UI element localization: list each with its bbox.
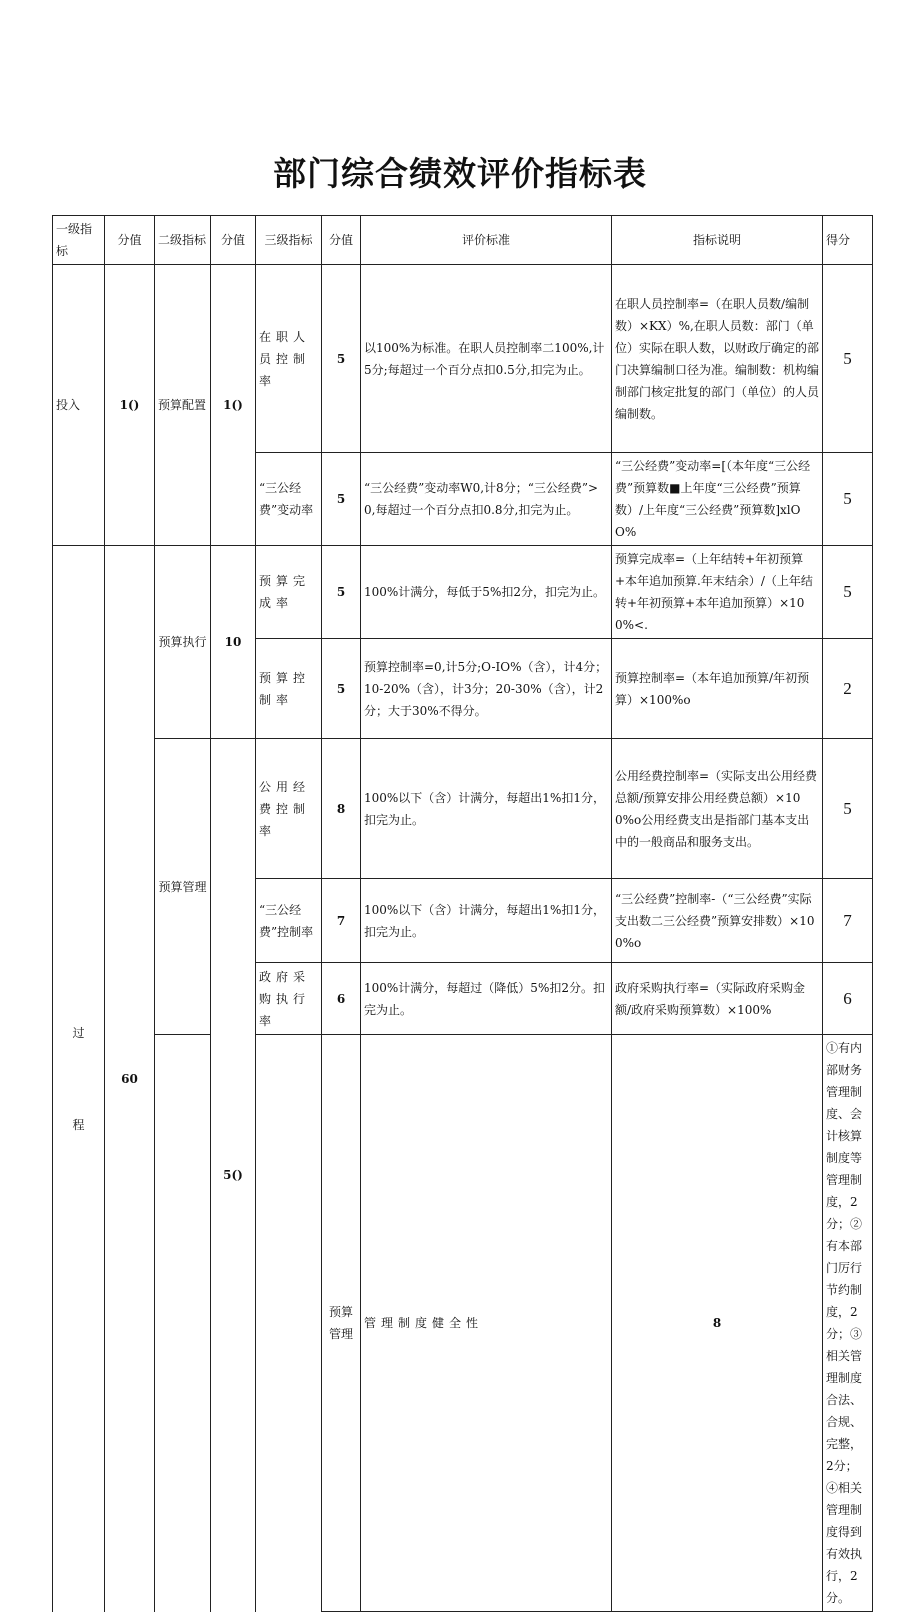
row-value: 8 — [322, 739, 361, 879]
group-process-value: 60 — [105, 546, 155, 1612]
row-value: 5 — [322, 639, 361, 739]
page-title: 部门综合绩效评价指标表 — [273, 154, 647, 193]
subgroup-budget-mgmt-value: 5() — [211, 739, 256, 1612]
row-value: 8 — [612, 1035, 823, 1612]
subgroup-budget-config-name: 预算配置 — [155, 265, 211, 546]
header-explain: 指标说明 — [612, 216, 823, 265]
row-name: “三公经费”变动率 — [256, 453, 322, 546]
row-score: 5 — [823, 453, 873, 546]
row-score: 5 — [823, 265, 873, 453]
group-process-name-top: 过 — [72, 1025, 85, 1040]
row-name: 在职人员控制率 — [256, 265, 322, 453]
group-input-name: 投入 — [53, 265, 105, 546]
row-name: 预算完成率 — [256, 546, 322, 639]
row-value: 5 — [322, 265, 361, 453]
row-score: 6 — [823, 963, 873, 1035]
subgroup-budget-mgmt2-name: 预算管理 — [322, 1035, 361, 1612]
row-value: 7 — [322, 879, 361, 963]
header-weight1: 分值 — [105, 216, 155, 265]
row-criteria: 100%以下（含）计满分，每超出1%扣1分，扣完为止。 — [361, 879, 612, 963]
group-input-value: 1() — [105, 265, 155, 546]
row-value: 6 — [322, 963, 361, 1035]
row-criteria: 以100%为标准。在职人员控制率二100%,计5分;每超过一个百分点扣0.5分,扣完为止。 — [361, 265, 612, 453]
table-row — [53, 1035, 873, 1612]
row-explain: “三公经费”变动率=[（本年度“三公经费”预算数■上年度“三公经费”预算数）/上年度“三公经费”预算数]xlOO% — [612, 453, 823, 546]
row-score: 7 — [823, 879, 873, 963]
row-score: 5 — [823, 739, 873, 879]
row-criteria: “三公经费”变动率W0,计8分；“三公经费”>0,每超过一个百分点扣0.8分,扣完为止。 — [361, 453, 612, 546]
indicator-table — [52, 215, 873, 1612]
table-row — [53, 546, 873, 639]
table-row — [53, 265, 873, 453]
group-process-value-cont — [256, 1035, 322, 1612]
row-criteria: 100%计满分，每超过（降低）5%扣2分。扣完为止。 — [361, 963, 612, 1035]
row-explain: “三公经费”控制率-（“三公经费”实际支出数二三公经费”预算安排数）×100%o — [612, 879, 823, 963]
row-criteria: 预算控制率=0,计5分;O-IO%（含），计4分；10-20%（含），计3分；20-30%（含），计2分；大于30%不得分。 — [361, 639, 612, 739]
row-criteria: 100%以下（含）计满分，每超出1%扣1分，扣完为止。 — [361, 739, 612, 879]
header-level2: 二级指标 — [155, 216, 211, 265]
row-value: 5 — [322, 546, 361, 639]
subgroup-budget-mgmt-name: 预算管理 — [155, 739, 211, 1035]
row-criteria: ①有内部财务管理制度、会计核算制度等管理制度，2分；②有本部门厉行节约制度，2分；③相关管理制度合法、合规、完整，2分；④相关管理制度得到有效执行，2分。 — [823, 1035, 873, 1612]
row-score: 5 — [823, 546, 873, 639]
row-explain: 预算完成率=（上年结转+年初预算+本年追加预算.年末结余）/（上年结转+年初预算+本年追加预算）×100%<. — [612, 546, 823, 639]
row-name: 预算控制率 — [256, 639, 322, 739]
header-score: 得分 — [823, 216, 873, 265]
subgroup-budget-config-value: 1() — [211, 265, 256, 546]
subgroup-budget-exec-value: 10 — [211, 546, 256, 739]
table-header-row — [53, 216, 873, 265]
group-process-cont — [155, 1035, 211, 1612]
row-score: 2 — [823, 639, 873, 739]
row-name: 管理制度健全性 — [361, 1035, 612, 1612]
row-explain: 预算控制率=（本年追加预算/年初预算）×100%o — [612, 639, 823, 739]
row-explain: 公用经费控制率=（实际支出公用经费总额/预算安排公用经费总额）×100%o公用经费支出是指部门基本支出中的一般商品和服务支出。 — [612, 739, 823, 879]
header-weight3: 分值 — [322, 216, 361, 265]
table-row — [53, 739, 873, 879]
header-level3: 三级指标 — [256, 216, 322, 265]
group-process-name — [53, 546, 105, 1612]
row-name: 公用经费控制率 — [256, 739, 322, 879]
row-criteria: 100%计满分，每低于5%扣2分，扣完为止。 — [361, 546, 612, 639]
header-level1: 一级指标 — [53, 216, 105, 265]
row-name: 政府采购执行率 — [256, 963, 322, 1035]
row-explain: 政府采购执行率=（实际政府采购金额/政府采购预算数）×100% — [612, 963, 823, 1035]
row-explain: 在职人员控制率=（在职人员数/编制数）×KX）%,在职人员数：部门（单位）实际在职人数，以财政厅确定的部门决算编制口径为准。编制数：机构编制部门核定批复的部门（单位）的人员编制数。 — [612, 265, 823, 453]
row-value: 5 — [322, 453, 361, 546]
row-name: “三公经费”控制率 — [256, 879, 322, 963]
group-process-name-bottom: 程 — [72, 1117, 85, 1132]
header-weight2: 分值 — [211, 216, 256, 265]
header-criteria: 评价标准 — [361, 216, 612, 265]
subgroup-budget-exec-name: 预算执行 — [155, 546, 211, 739]
